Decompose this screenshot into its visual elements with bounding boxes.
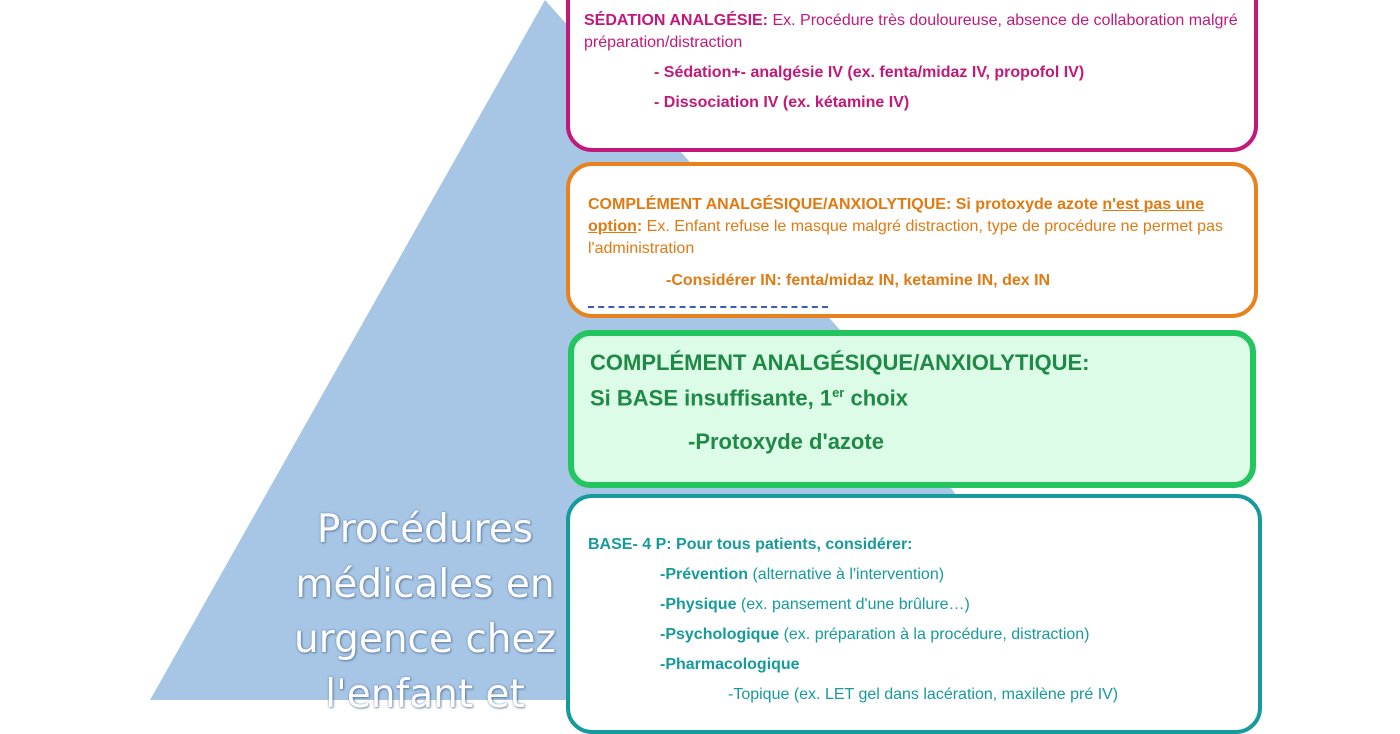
pyramid-title-line: urgence chez	[294, 617, 556, 662]
base-item-detail: (ex. préparation à la procédure, distraction)	[779, 626, 1090, 643]
base-item-label: -Pharmacologique	[660, 656, 800, 673]
complement-in-desc: Ex. Enfant refuse le masque malgré distraction, type de procédure ne permet pas l'administration	[588, 218, 1223, 257]
sedation-heading: SÉDATION ANALGÉSIE:	[584, 12, 769, 29]
complement-intranasal-box	[566, 162, 1258, 318]
complement-n2o-line2-post: choix	[844, 385, 908, 411]
sedation-item: - Sédation+- analgésie IV (ex. fenta/midaz IV, propofol IV)	[654, 64, 1085, 81]
base-item-label: -Prévention	[660, 566, 749, 583]
base-item	[588, 594, 1258, 616]
pyramid-title	[260, 502, 590, 722]
base-item-label: -Psychologique	[660, 626, 780, 643]
pyramid-title-line: médicales en	[295, 562, 555, 607]
complement-n2o-line2-pre: Si BASE insuffisante, 1	[590, 385, 833, 411]
pyramid-title-line: Procédures	[316, 507, 534, 552]
complement-in-item: -Considérer IN: fenta/midaz IN, ketamine IN, dex IN	[666, 272, 1051, 289]
complement-in-heading-tail: :	[636, 218, 643, 235]
complement-n2o-line1: COMPLÉMENT ANALGÉSIQUE/ANXIOLYTIQUE:	[590, 350, 1090, 375]
sedation-description	[584, 10, 1254, 54]
complement-n2o-superscript: er	[832, 385, 845, 400]
complement-in-heading-underlined: n'est pas une option	[588, 196, 1205, 235]
base-heading: BASE- 4 P: Pour tous patients, considérer:	[588, 536, 913, 553]
sedation-analgesia-box	[566, 0, 1258, 152]
base-item	[588, 624, 1258, 646]
complement-n2o-item: -Protoxyde d'azote	[688, 429, 884, 455]
pyramid-title-line: l'enfant et	[325, 672, 525, 717]
base-item-label: -Physique	[660, 596, 737, 613]
base-item	[588, 564, 1258, 586]
base-sub-item: -Topique (ex. LET gel dans lacération, maxilène pré IV)	[728, 686, 1119, 703]
complement-nitrous-box	[568, 330, 1256, 488]
base-item	[588, 654, 1258, 676]
complement-in-description	[588, 194, 1234, 260]
sedation-item: - Dissociation IV (ex. kétamine IV)	[654, 94, 910, 111]
base-4p-box	[566, 494, 1262, 734]
complement-in-heading: COMPLÉMENT ANALGÉSIQUE/ANXIOLYTIQUE: Si protoxyde azote	[588, 196, 1103, 213]
sedation-desc: Ex. Procédure très douloureuse, absence de collaboration malgré préparation/distraction	[584, 12, 1238, 51]
complement-n2o-line2	[590, 378, 1250, 413]
divider	[588, 306, 828, 310]
base-item-detail: (alternative à l'intervention)	[748, 566, 945, 583]
base-item-detail: (ex. pansement d'une brûlure…)	[736, 596, 970, 613]
